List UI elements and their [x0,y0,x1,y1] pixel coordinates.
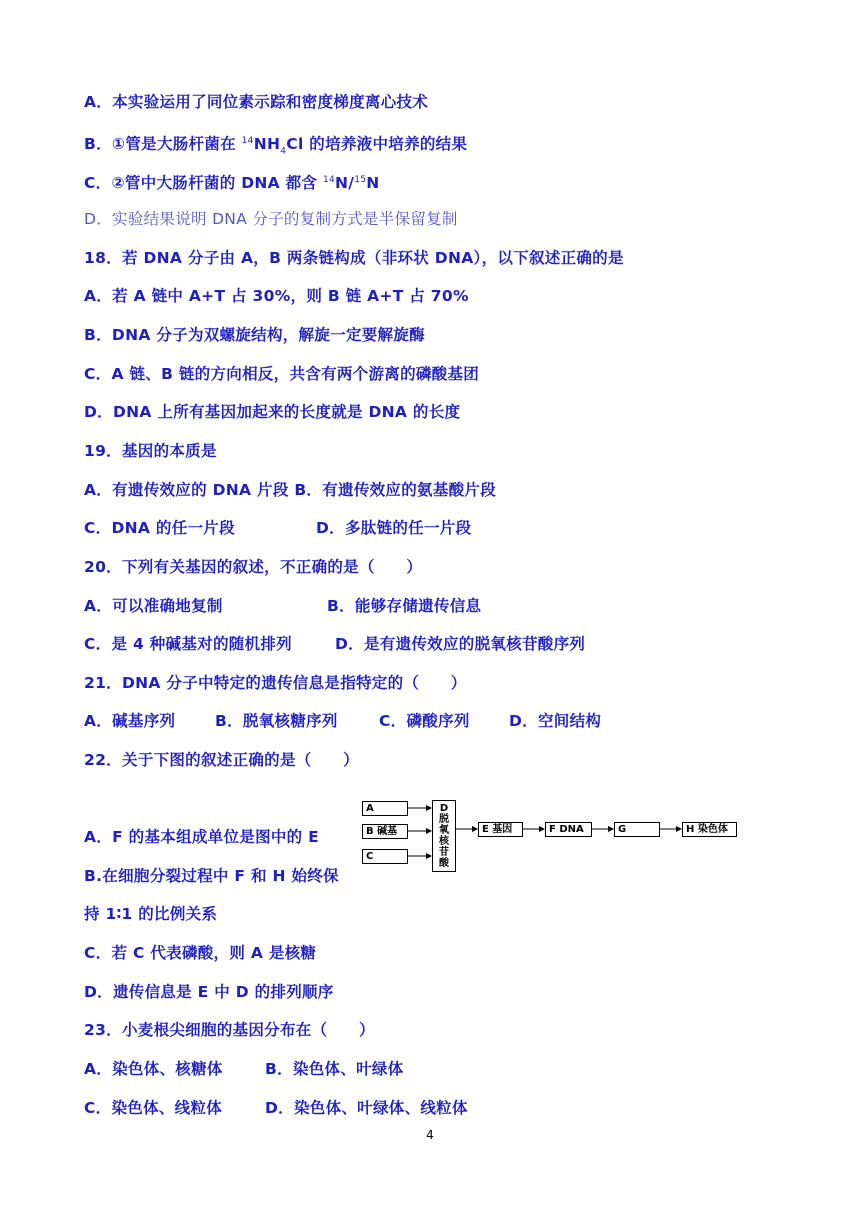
option-21d: D．空间结构 [509,712,602,730]
option-17c [84,170,380,193]
d-char: 苷 [439,847,449,858]
option-19cd [84,518,472,538]
d-char: D [439,803,449,814]
box-h-chromosome: H 染色体 [682,822,737,837]
question-20: 20．下列有关基因的叙述，不正确的是（ ） [84,558,423,576]
option-17b [84,131,467,161]
box-c: C [362,849,408,864]
option-17d: D．实验结果说明 DNA 分子的复制方式是半保留复制 [84,210,458,228]
box-a: A [362,801,408,816]
superscript-14: 14 [241,136,254,146]
option-19ab: A．有遗传效应的 DNA 片段 B．有遗传效应的氨基酸片段 [84,481,497,499]
option-20cd [84,634,586,654]
option-18b: B．DNA 分子为双螺旋结构，解旋一定要解旋酶 [84,326,425,344]
option-17b-text-1: B．①管是大肠杆菌在 [84,135,242,154]
question-22: 22．关于下图的叙述正确的是（ ） [84,751,359,769]
option-23b: B．染色体、叶绿体 [265,1060,404,1078]
option-20b: B．能够存储遗传信息 [327,597,482,615]
d-char: 脱 [439,814,449,825]
gene-structure-diagram [360,798,740,874]
option-20d: D．是有遗传效应的脱氧核苷酸序列 [335,635,586,653]
option-20ab [84,596,482,616]
option-20a: A．可以准确地复制 [84,597,223,615]
superscript-14: 14 [322,175,335,185]
box-d-deoxynucleotide [432,800,456,872]
option-17c-text-2: N/ [335,174,355,193]
option-18a: A．若 A 链中 A+T 占 30%，则 B 链 A+T 占 70% [84,287,469,305]
option-18c: C．A 链、B 链的方向相反，共含有两个游离的磷酸基团 [84,365,480,383]
option-17c-text-1: C．②管中大肠杆菌的 DNA 都含 [84,174,323,193]
box-b-base: B 碱基 [362,824,408,839]
option-23a: A．染色体、核糖体 [84,1060,223,1078]
option-18d: D．DNA 上所有基因加起来的长度就是 DNA 的长度 [84,403,461,421]
option-22c: C．若 C 代表磷酸，则 A 是核糖 [84,944,317,962]
box-f-dna: F DNA [545,822,592,837]
question-21: 21．DNA 分子中特定的遗传信息是指特定的（ ） [84,674,467,692]
option-20c: C．是 4 种碱基对的随机排列 [84,635,292,653]
option-23c: C．染色体、线粒体 [84,1099,223,1117]
option-22b-cont: 持 1∶1 的比例关系 [84,905,218,923]
option-19c: C．DNA 的任一片段 [84,519,235,537]
subscript-4: 4 [280,146,287,157]
option-17b-text-3: Cl 的培养液中培养的结果 [286,135,468,154]
option-23cd [84,1098,468,1118]
option-22d: D．遗传信息是 E 中 D 的排列顺序 [84,983,334,1001]
question-18: 18．若 DNA 分子由 A，B 两条链构成（非环状 DNA），以下叙述正确的是 [84,249,624,267]
question-19: 19．基因的本质是 [84,442,217,460]
option-21c: C．磷酸序列 [379,712,470,730]
option-22b: B.在细胞分裂过程中 F 和 H 始终保 [84,867,339,885]
option-21b: B．脱氧核糖序列 [215,712,338,730]
option-17b-text-2: NH [253,135,281,154]
option-17a: A．本实验运用了同位素示踪和密度梯度离心技术 [84,93,429,111]
d-char: 氧 [439,825,449,836]
option-21a: A．碱基序列 [84,712,176,730]
option-23d: D．染色体、叶绿体、线粒体 [265,1099,468,1117]
option-22a: A．F 的基本组成单位是图中的 E [84,828,320,846]
box-g: G [614,822,660,837]
d-char: 核 [439,836,449,847]
d-char: 酸 [439,858,449,869]
option-19d: D．多肽链的任一片段 [316,519,472,537]
superscript-15: 15 [354,175,367,185]
option-17c-text-3: N [366,174,380,193]
option-23ab [84,1059,404,1079]
option-21 [84,711,602,731]
question-23: 23．小麦根尖细胞的基因分布在（ ） [84,1021,375,1039]
page-number: 4 [426,1128,434,1142]
box-e-gene: E 基因 [478,822,523,837]
